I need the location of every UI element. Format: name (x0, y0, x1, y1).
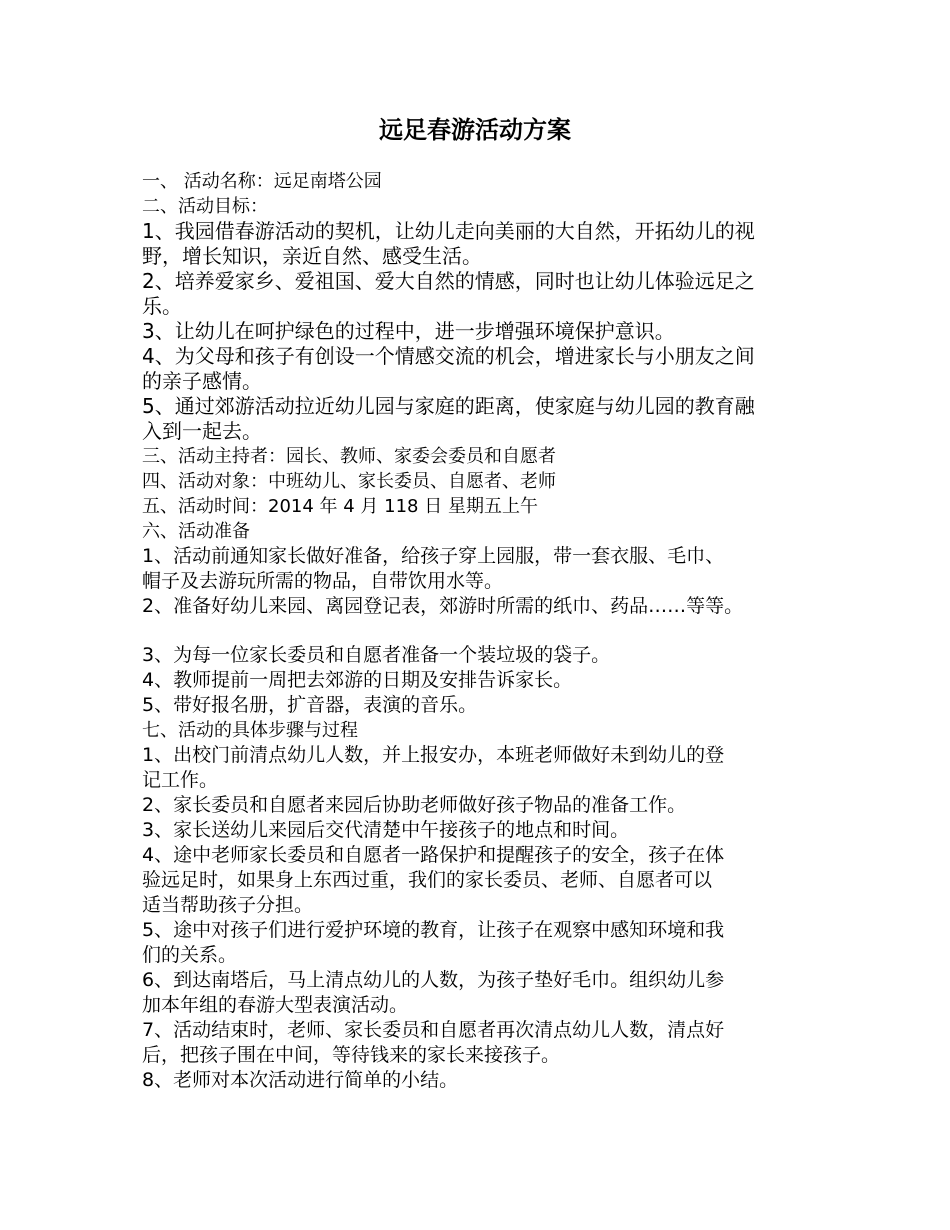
step-7-line-2: 后，把孩子围在中间，等待钱来的家长来接孩子。 (142, 1044, 561, 1066)
prep-5-line: 5、带好报名册，扩音器，表演的音乐。 (142, 694, 478, 716)
step-4-line-3: 适当帮助孩子分担。 (142, 894, 314, 916)
goal-3-line: 3、让幼儿在呵护绿色的过程中，进一步增强环境保护意识。 (142, 319, 675, 343)
goal-4-line-2: 的亲子感情。 (142, 369, 262, 393)
goal-1-line-1: 1、我园借春游活动的契机，让幼儿走向美丽的大自然，开拓幼儿的视 (142, 219, 755, 243)
section-heading-hosts: 三、活动主持者：园长、教师、家委会委员和自愿者 (142, 446, 556, 467)
blank-line (142, 619, 832, 643)
step-6-line-1: 6、到达南塔后，马上清点幼儿的人数，为孩子垫好毛巾。组织幼儿参 (142, 969, 725, 991)
step-3-line: 3、家长送幼儿来园后交代清楚中午接孩子的地点和时间。 (142, 819, 630, 841)
section-heading-time: 五、活动时间：2014 年 4 月 118 日 星期五上午 (142, 496, 538, 517)
prep-2-line: 2、准备好幼儿来园、离园登记表，郊游时所需的纸巾、药品……等等。 (142, 595, 744, 617)
prep-1-line-2: 帽子及去游玩所需的物品，自带饮用水等。 (142, 570, 504, 592)
prep-4-line: 4、教师提前一周把去郊游的日期及安排告诉家长。 (142, 669, 573, 691)
prep-1-line-1: 1、活动前通知家长做好准备，给孩子穿上园服，带一套衣服、毛巾、 (142, 545, 725, 567)
step-7-line-1: 7、活动结束时，老师、家长委员和自愿者再次清点幼儿人数，清点好 (142, 1019, 725, 1041)
goal-5-line-1: 5、通过郊游活动拉近幼儿园与家庭的距离，使家庭与幼儿园的教育融 (142, 394, 755, 418)
section-heading-preparation: 六、活动准备 (142, 521, 250, 542)
step-6-line-2: 加本年组的春游大型表演活动。 (142, 994, 409, 1016)
prep-3-line: 3、为每一位家长委员和自愿者准备一个装垃圾的袋子。 (142, 644, 611, 666)
step-1-line-2: 记工作。 (142, 769, 219, 791)
step-4-line-1: 4、途中老师家长委员和自愿者一路保护和提醒孩子的安全，孩子在体 (142, 844, 725, 866)
goal-4-line-1: 4、为父母和孩子有创设一个情感交流的机会，增进家长与小朋友之间 (142, 344, 755, 368)
step-5-line-1: 5、途中对孩子们进行爱护环境的教育，让孩子在观察中感知环境和我 (142, 919, 725, 941)
goal-5-line-2: 入到一起去。 (142, 419, 262, 443)
section-heading-participants: 四、活动对象：中班幼儿、家长委员、自愿者、老师 (142, 471, 556, 492)
goal-2-line-2: 乐。 (142, 294, 182, 318)
step-4-line-2: 验远足时，如果身上东西过重，我们的家长委员、老师、自愿者可以 (142, 869, 713, 891)
document-title: 远足春游活动方案 (379, 116, 571, 144)
goal-2-line-1: 2、培养爱家乡、爱祖国、爱大自然的情感，同时也让幼儿体验远足之 (142, 269, 755, 293)
section-heading-steps: 七、活动的具体步骤与过程 (142, 720, 358, 741)
goal-1-line-2: 野，增长知识，亲近自然、感受生活。 (142, 244, 482, 268)
step-8-line: 8、老师对本次活动进行简单的小结。 (142, 1069, 459, 1091)
activity-name-line: 一、 活动名称：远足南塔公园 (142, 171, 382, 192)
document-body (142, 169, 832, 1093)
step-2-line: 2、家长委员和自愿者来园后协助老师做好孩子物品的准备工作。 (142, 794, 687, 816)
step-5-line-2: 们的关系。 (142, 944, 238, 966)
section-heading-goals: 二、活动目标： (142, 196, 268, 217)
step-1-line-1: 1、出校门前清点幼儿人数，并上报安办，本班老师做好未到幼儿的登 (142, 744, 725, 766)
